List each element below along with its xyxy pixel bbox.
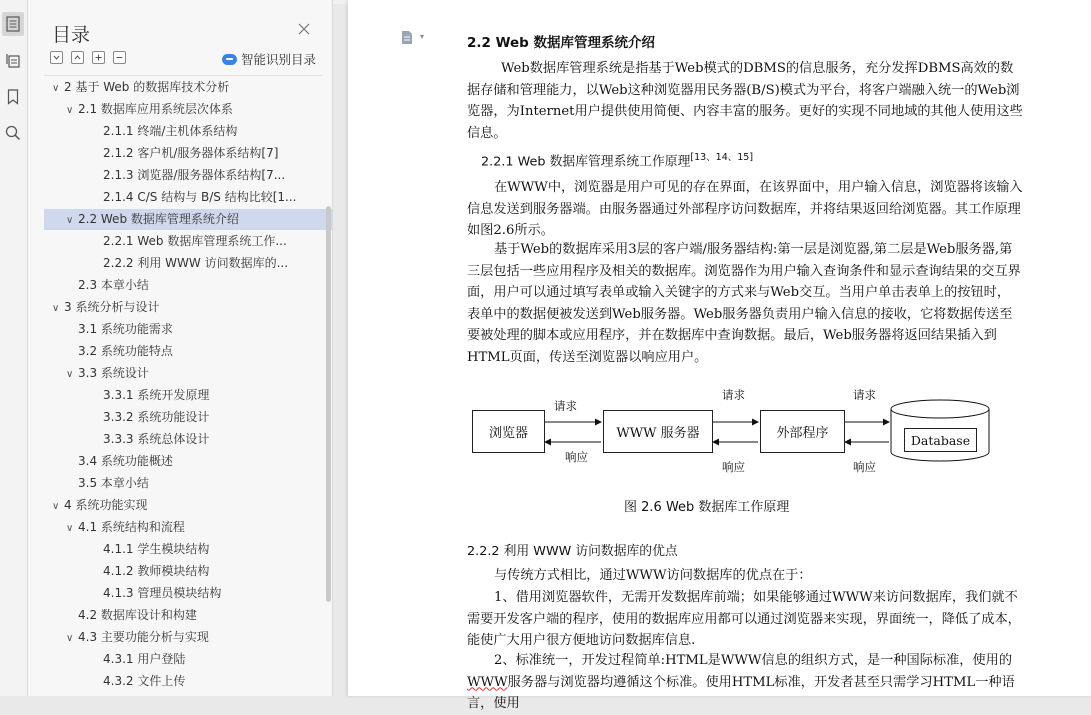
- browser-box: [472, 410, 545, 453]
- chevron-down-icon[interactable]: ▾: [420, 32, 425, 41]
- toc-item-label: 3.3 系统设计: [78, 366, 149, 380]
- toc-item-label: 2.2 Web 数据库管理系统介绍: [78, 212, 239, 226]
- toc-item-label: 4.1.2 教师模块结构: [103, 564, 210, 578]
- database-box: [904, 428, 977, 452]
- chevron-down-icon[interactable]: ∨: [66, 215, 74, 226]
- figure-caption: 图 2.6 Web 数据库工作原理: [624, 500, 790, 515]
- chevron-down-icon[interactable]: ∨: [52, 501, 60, 512]
- advantage-2-text-b: 服务器与浏览器均遵循这个标准。使用HTML标准，开发者甚至只需学习HTML一种语言，使用: [467, 674, 1015, 711]
- chevron-down-icon[interactable]: ∨: [66, 105, 74, 116]
- toc-item-label: 2.1.4 C/S 结构与 B/S 结构比较[1...: [103, 190, 297, 204]
- toc-item-label: 4.3.2 文件上传: [103, 674, 186, 688]
- label-response-3: 响应: [853, 460, 876, 474]
- toc-item-label: 3.3.2 系统功能设计: [103, 410, 210, 424]
- chevron-down-icon[interactable]: ∨: [66, 633, 74, 644]
- database-label: Database: [910, 432, 971, 448]
- paragraph-intro: Web数据库管理系统是指基于Web模式的DBMS的信息服务，充分发挥DBMS高效的数据存储和管理能力，以Web这种浏览器用民务器(B/S)模式为平台，将客户端融入统一的Web浏览器，为Internet用户提供使用简便、内容丰富的服务。更好的实现不同地域的其他人使用这些信息。: [467, 61, 1023, 141]
- toc-item-label: 3 系统分析与设计: [64, 300, 160, 314]
- paragraph-advantage-1: 1、借用浏览器软件，无需开发数据库前端；如果能够通过WWW来访问数据库，我们就不需要开发客户端的程序，使用的数据库应用都可以通过浏览器来实现，界面统一，降低了成本，能使广大用户很方便地访问数据库信息.: [467, 590, 1021, 648]
- external-program-label: 外部程序: [776, 426, 829, 441]
- section-heading: 2.2 Web 数据库管理系统介绍: [467, 35, 656, 51]
- toc-title: 目录: [52, 24, 91, 46]
- toc-item-label: 2.1.1 终端/主机体系结构: [103, 124, 238, 138]
- citation-ref: [13、14、15]: [690, 152, 754, 163]
- paragraph-principle: 在WWW中，浏览器是用户可见的存在界面，在该界面中，用户输入信息，浏览器将该输入信息发送到服务器端。由服务器通过外部程序访问数据库，并将结果返回给浏览器。其工作原理如图2.6所示。: [467, 180, 1023, 238]
- chevron-down-icon[interactable]: ∨: [52, 303, 60, 314]
- browser-label: 浏览器: [488, 426, 528, 441]
- subsection-heading-2: 2.2.2 利用 WWW 访问数据库的优点: [467, 544, 678, 559]
- label-request-1: 请求: [554, 399, 577, 413]
- paragraph-advantage-2: [467, 650, 1023, 715]
- toc-item-label: 2.1.3 浏览器/服务器体系结构[7...: [103, 168, 286, 182]
- toc-item-label: 4.3.1 用户登陆: [103, 652, 186, 666]
- toc-item-label: 2.3 本章小结: [78, 278, 149, 292]
- chevron-down-icon[interactable]: ∨: [52, 83, 60, 94]
- chevron-down-icon[interactable]: ∨: [66, 369, 74, 380]
- label-request-3: 请求: [853, 388, 876, 402]
- toc-item-label: 4.1.1 学生模块结构: [103, 542, 210, 556]
- toc-item-label: 4.2 数据库设计和构建: [78, 608, 197, 622]
- toc-item-label: 2 基于 Web 的数据库技术分析: [64, 80, 230, 94]
- toc-item-label: 4.1.3 管理员模块结构: [103, 586, 222, 600]
- toc-item-label: 2.2.2 利用 WWW 访问数据库的...: [103, 256, 289, 270]
- paragraph-advantages-intro: 与传统方式相比，通过WWW访问数据库的优点在于：: [494, 568, 812, 583]
- toc-item-label: 3.5 本章小结: [78, 476, 149, 490]
- label-response-1: 响应: [565, 450, 588, 464]
- toc-item-label: 4.3 主要功能分析与实现: [78, 630, 209, 644]
- toc-item-label: 3.3.3 系统总体设计: [103, 432, 210, 446]
- label-request-2: 请求: [722, 388, 745, 402]
- toc-item-label: 2.2.1 Web 数据库管理系统工作...: [103, 234, 287, 248]
- chevron-down-icon[interactable]: ∨: [66, 523, 74, 534]
- www-server-label: WWW 服务器: [616, 426, 700, 441]
- label-response-2: 响应: [722, 460, 745, 474]
- www-server-box: [603, 410, 713, 453]
- advantage-2-text-a: 2、标准统一，开发过程简单:HTML是WWW信息的组织方式，是一种国际标准，使用的: [494, 653, 1013, 668]
- paragraph-architecture: 基于Web的数据库采用3层的客户端/服务器结构:第一层是浏览器,第二层是Web服务器,第三层包括一些应用程序及相关的数据库。浏览器作为用户输入查询条件和显示查询结果的交互界面，用户可以通过填写表单或输入关键字的方式来与Web交互。当用户单击表单上的按钮时，表单中的数据便被发送到Web服务器。Web服务器负责用户输入信息的接收，它将数据传送至要被处理的脚本或应用程序，并在数据库中查询数据。最后，Web服务器将返回结果插入到HTML页面，传送至浏览器以响应用户。: [467, 242, 1021, 365]
- toc-item-label: 2.1 数据库应用系统层次体系: [78, 102, 233, 116]
- toc-item-label: 3.1 系统功能需求: [78, 322, 173, 336]
- spellcheck-word: WWW: [467, 674, 508, 690]
- subsection-title-1: 2.2.1 Web 数据库管理系统工作原理: [481, 154, 691, 170]
- toc-item-label: 4 系统功能实现: [64, 498, 148, 512]
- toc-item-label: 3.4 系统功能概述: [78, 454, 173, 468]
- smart-toc-label: 智能识别目录: [241, 52, 317, 67]
- external-program-box: [760, 410, 845, 453]
- toc-item-label: 2.1.2 客户机/服务器体系结构[7]: [103, 146, 279, 160]
- toc-item-label: 3.3.1 系统开发原理: [103, 388, 210, 402]
- toc-item-label: 3.2 系统功能特点: [78, 344, 173, 358]
- toc-item-label: 4.1 系统结构和流程: [78, 520, 185, 534]
